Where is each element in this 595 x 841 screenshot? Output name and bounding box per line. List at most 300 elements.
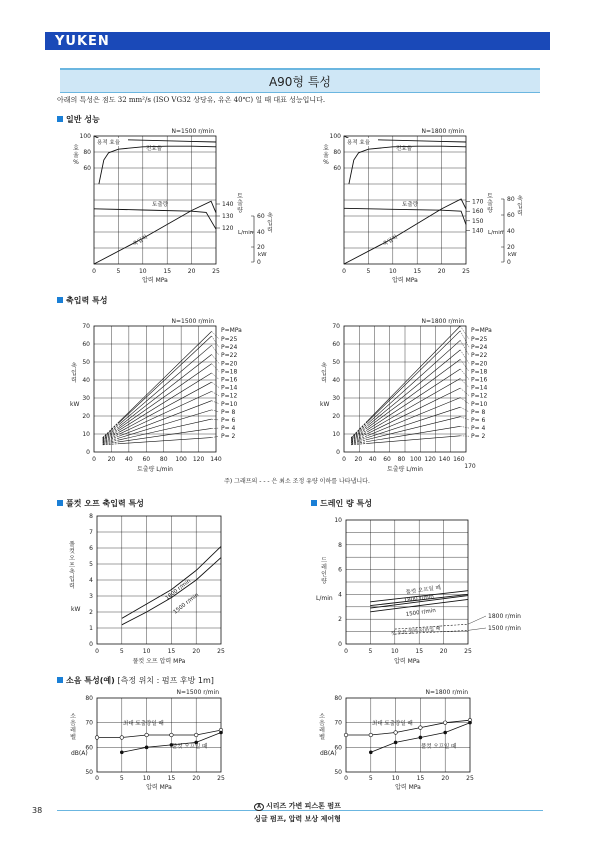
n1-cut-label: 풀컷 오프일 때	[172, 744, 208, 750]
i2-legend-item: P= 4	[471, 425, 486, 433]
i1-speed-label: N=1500 r/min	[171, 318, 214, 325]
i2-legend-leader	[460, 417, 469, 420]
i2-x-tick: 20	[354, 456, 363, 463]
n1-y-title: 벨	[70, 734, 76, 741]
i1-legend-leader	[212, 391, 219, 395]
i1-curve-dashed	[103, 444, 119, 445]
g1-x-tick: 25	[212, 268, 220, 275]
g1-flow-title: 토	[237, 193, 243, 200]
n2-x-tick: 20	[441, 775, 450, 782]
i1-legend-item: P=22	[221, 352, 238, 360]
i2-legend-item: P=10	[471, 400, 488, 408]
g1-power-tick: 0	[257, 259, 261, 266]
i1-legend-item: P=12	[221, 392, 238, 400]
g1-power-title: 력	[267, 227, 273, 234]
cutoff-x-tick: 10	[142, 648, 151, 655]
i2-y-title: 축	[321, 363, 327, 370]
g1-flow-line	[94, 209, 216, 229]
i1-curve	[119, 355, 212, 427]
i1-x-tick: 100	[175, 456, 187, 463]
g2-flow-title: 토	[487, 193, 493, 200]
i1-x-title: 토출량 L/min	[137, 466, 173, 473]
i1-legend-leader	[212, 364, 219, 372]
g1-eff-title: 효	[73, 145, 79, 152]
i1-curve	[119, 336, 212, 423]
n1-cut-point	[120, 750, 124, 754]
i2-legend-item: P=16	[471, 376, 488, 384]
g1-flow-label: 토출량	[152, 202, 168, 208]
n1-y-title: 레	[70, 727, 76, 734]
drain-right-label: 1500 r/min	[488, 625, 521, 632]
g1-speed-label: N=1500 r/min	[171, 128, 214, 135]
section-input: 축입력 특성	[57, 295, 107, 306]
i1-curve	[119, 428, 212, 441]
g2-x-tick: 15	[413, 268, 422, 275]
n2-y-title: 소	[319, 713, 325, 720]
i2-x-zero: 0	[342, 456, 346, 463]
section-noise: 소음 특성(예) [측정 위치 : 펌프 후방 1m]	[57, 675, 214, 686]
i2-legend-leader	[460, 331, 469, 347]
i2-y-unit: kW	[320, 401, 330, 408]
drain-x-tick: 25	[464, 648, 472, 655]
i1-legend-leader	[212, 382, 219, 387]
g2-power-tick: 60	[507, 212, 515, 219]
g1-flow-tick: 130	[222, 213, 234, 220]
i1-legend-item: P=20	[221, 360, 238, 368]
cutoff-y-title: 프	[69, 562, 75, 569]
drain-x-tick: 10	[390, 648, 399, 655]
n1-y-title: 음	[70, 720, 76, 727]
g1-x-tick: 5	[116, 268, 121, 275]
g2-power-title: 력	[517, 210, 523, 217]
i2-curve	[368, 407, 461, 437]
i2-y-tick: 30	[332, 395, 340, 402]
g2-eff-tick: 80	[333, 149, 341, 156]
n1-x-tick: 10	[142, 775, 151, 782]
n1-max-label: 최대 토출량일 때	[123, 721, 164, 727]
drain-y-tick: 4	[338, 591, 342, 599]
n1-max-line	[97, 730, 221, 737]
i1-x-tick: 60	[142, 456, 151, 463]
n2-x-tick: 10	[391, 775, 400, 782]
i2-legend-item: P=24	[471, 344, 488, 352]
n2-cut-point	[394, 741, 398, 745]
cutoff-y-tick: 4	[89, 577, 93, 584]
i1-legend-leader	[212, 331, 219, 339]
n1-y-tick: 70	[85, 719, 93, 727]
i1-y-title: 입	[71, 370, 77, 377]
g2-flow-tick: 160	[472, 208, 484, 216]
cutoff-y-title: 력	[69, 583, 75, 590]
n1-max-point	[194, 733, 198, 737]
drain-y-tick: 10	[334, 517, 342, 524]
g2-x-tick: 0	[342, 268, 346, 275]
i1-legend-item: P= 8	[221, 408, 236, 416]
g2-flow-tick: 170	[472, 198, 484, 206]
i1-legend-item: P=24	[221, 344, 238, 352]
cutoff-y-tick: 3	[89, 593, 93, 600]
g2-vol-label: 용적 효율	[347, 140, 371, 146]
cutoff-y-tick: 7	[89, 529, 93, 536]
n1-y-title: 소	[70, 713, 76, 720]
i2-legend-leader	[460, 326, 469, 339]
i2-curve	[368, 417, 461, 440]
n2-cut-point	[468, 721, 472, 725]
i2-speed-label: N=1800 r/min	[421, 318, 464, 325]
i2-x-tick-extra: 170	[464, 463, 476, 470]
series-mark-icon: A	[254, 803, 264, 811]
g1-power-tick: 40	[257, 229, 265, 236]
i1-x-tick: 20	[107, 456, 116, 463]
g2-total-label: 전효율	[396, 146, 412, 152]
g2-flow-title: 량	[487, 207, 493, 214]
i1-legend-head: P=MPa	[221, 327, 242, 334]
g1-vol-label: 용적 효율	[97, 140, 121, 146]
g1-flow-unit: L/min	[238, 230, 254, 236]
i2-legend-leader	[460, 407, 469, 412]
section-general: 일반 성능	[57, 114, 100, 125]
n2-x-tick: 15	[416, 775, 425, 782]
cutoff-y-tick: 2	[89, 609, 93, 616]
g2-power-title: 축	[517, 196, 523, 203]
footer-series: A 시리즈 가변 피스톤 펌프	[0, 801, 595, 811]
i2-legend-item: P=14	[471, 384, 488, 392]
n2-x-tick: 0	[344, 775, 348, 782]
cutoff-x-title: 풀컷 오프 압력 MPa	[132, 658, 186, 665]
drain-full-label: 풀컷 오프일 때	[405, 585, 442, 596]
i2-y-title: 입	[321, 370, 327, 377]
n1-y-tick: 50	[85, 769, 93, 776]
i2-y-tick: 20	[332, 413, 340, 420]
g1-x-tick: 20	[187, 268, 196, 275]
drain-x-tick: 0	[344, 648, 348, 655]
i2-y-tick: 10	[332, 431, 340, 438]
n1-speed-label: N=1500 r/min	[176, 689, 219, 696]
i1-y-title: 력	[71, 377, 77, 384]
i2-curve	[368, 340, 461, 424]
cutoff-y-tick: 5	[89, 561, 93, 568]
drain-y-tick: 0	[338, 641, 342, 648]
i2-y-tick: 70	[332, 323, 340, 330]
i1-legend-item: P=14	[221, 384, 238, 392]
n1-x-tick: 5	[119, 775, 124, 782]
i1-curve	[119, 382, 212, 432]
n2-max-label: 최대 토출량일 때	[372, 721, 413, 727]
footer-type: 싱글 펌프, 압력 보상 제어형	[254, 815, 341, 823]
drain-right-label: 1800 r/min	[488, 613, 521, 620]
i1-y-tick: 10	[82, 431, 90, 438]
i2-legend-leader	[460, 340, 469, 355]
cutoff-x-tick: 0	[95, 648, 99, 655]
n1-x-tick: 0	[95, 775, 99, 782]
n2-y-title: 벨	[319, 734, 325, 741]
drain-speed-label: 1500 r/min	[405, 607, 437, 618]
i2-curve	[368, 379, 461, 432]
cutoff-y-tick: 1	[89, 625, 93, 632]
cutoff-y-title: 풀	[69, 541, 75, 548]
i2-x-tick: 60	[383, 456, 391, 463]
i1-y-tick: 20	[82, 413, 90, 420]
drain-x-tick: 15	[415, 648, 424, 655]
cutoff-x-tick: 5	[119, 648, 124, 655]
g1-eff-tick: 80	[83, 149, 91, 156]
g1-power-title: 입	[267, 220, 273, 227]
cutoff-x-tick: 15	[167, 648, 176, 655]
n1-cut-point	[145, 746, 149, 750]
g1-eff-title: %	[73, 159, 79, 166]
g2-flow-tick: 150	[472, 217, 484, 225]
g1-flow-title: 량	[237, 207, 243, 214]
i1-y-tick: 50	[82, 359, 90, 366]
n2-cut-point	[419, 736, 423, 740]
i2-y-title: 력	[321, 377, 327, 384]
i2-legend-leader	[460, 398, 469, 404]
n2-y-tick: 50	[334, 769, 342, 776]
n2-y-title: 레	[319, 727, 325, 734]
g1-x-tick: 10	[138, 268, 147, 275]
n1-max-point	[145, 733, 149, 737]
drain-y-title: 인	[321, 571, 327, 578]
g2-power-unit: kW	[508, 252, 517, 258]
g2-power-tick: 20	[507, 244, 515, 251]
i1-curve-dashed	[103, 438, 119, 443]
i1-curve	[119, 373, 212, 430]
i2-y-tick: 40	[332, 377, 340, 384]
drain-x-title: 압력 MPa	[394, 658, 420, 665]
section-cutoff: 풀컷 오프 축입력 특성	[57, 498, 144, 509]
note-text: 주) 그래프의 - - - 은 최소 조정 유량 이하를 나타냅니다.	[224, 478, 370, 485]
i2-y-tick: 60	[332, 341, 340, 348]
i2-y-tick: 0	[336, 449, 340, 456]
g2-power-label: 축입력	[382, 234, 399, 248]
n2-max-point	[419, 726, 423, 730]
i2-x-tick: 160	[453, 456, 465, 463]
drain-x-tick: 20	[439, 648, 448, 655]
i2-x-tick: 40	[368, 456, 377, 463]
g1-eff-tick: 100	[79, 133, 91, 140]
g2-eff-title: 율	[323, 152, 329, 159]
i2-legend-item: P=25	[471, 336, 488, 343]
i1-legend-leader	[212, 419, 219, 420]
i2-x-tick: 140	[438, 456, 451, 463]
i1-y-tick: 70	[82, 323, 90, 330]
n1-max-point	[170, 733, 174, 737]
drain-cutoff-label: 컷 오프 압력 이하일 때	[390, 625, 441, 637]
n2-y-tick: 70	[334, 719, 342, 727]
g1-x-title: 압력 MPa	[142, 277, 168, 284]
cutoff-y-tick: 6	[89, 545, 93, 552]
i2-curve	[368, 326, 461, 421]
g2-x-tick: 5	[366, 268, 371, 275]
g2-flow-title: 출	[487, 200, 493, 207]
i1-curve-dashed	[103, 440, 119, 444]
i2-curve	[368, 388, 461, 434]
n1-y-tick: 80	[85, 695, 93, 702]
i2-y-tick: 50	[332, 359, 340, 366]
drain-y-title: 레	[321, 564, 327, 571]
g1-flow-tick: 120	[222, 225, 234, 232]
i1-curve	[119, 419, 212, 440]
i2-legend-leader	[460, 369, 469, 380]
i1-y-unit: kW	[70, 401, 80, 408]
i2-legend-item: P=22	[471, 352, 488, 360]
g1-power-title: 축	[267, 213, 273, 220]
drain-leader	[468, 628, 486, 630]
g2-power-tick: 80	[507, 196, 515, 203]
i1-curve	[119, 438, 212, 444]
drain-y-tick: 2	[338, 616, 342, 624]
i1-legend-leader	[212, 436, 219, 437]
cutoff-x-tick: 25	[217, 648, 225, 655]
brand-logo: YUKEN	[55, 34, 110, 49]
n2-max-point	[344, 733, 348, 737]
i1-y-tick: 30	[82, 395, 90, 402]
n2-max-point	[443, 721, 447, 725]
i1-legend-item: P= 6	[221, 417, 236, 424]
g2-flow-unit: L/min	[488, 230, 504, 236]
g1-power-label: 축입력	[132, 234, 149, 248]
drain-y-title: 드	[321, 557, 327, 564]
cutoff-series-label: 1500 r/min	[172, 592, 201, 616]
i2-x-title: 토출량 L/min	[387, 466, 423, 473]
drain-leader	[468, 616, 486, 624]
n1-max-point	[95, 736, 99, 740]
i1-curve	[119, 410, 212, 438]
g2-eff-tick: 100	[329, 133, 341, 140]
drain-speed-label: 1800 r/min	[403, 593, 435, 604]
g1-total-label: 전효율	[146, 146, 162, 152]
i1-legend-item: P=18	[221, 368, 238, 376]
i2-legend-leader	[460, 350, 469, 363]
cutoff-y-title: 컷	[69, 548, 75, 555]
i2-curve	[368, 398, 461, 436]
i2-x-tick: 80	[397, 456, 406, 463]
i1-x-tick: 140	[210, 456, 222, 463]
i1-legend-item: P= 2	[221, 433, 236, 441]
n2-x-title: 압력 MPa	[395, 784, 421, 791]
n1-x-tick: 20	[192, 775, 201, 782]
page-number: 38	[32, 806, 43, 815]
g2-power-title: 입	[517, 203, 523, 210]
drain-y-tick: 8	[338, 541, 342, 549]
g1-x-tick: 0	[92, 268, 96, 275]
i1-legend-leader	[212, 373, 219, 380]
i2-curve	[368, 369, 461, 430]
page-title: A90형 특성	[268, 75, 332, 89]
cutoff-y-tick: 0	[89, 641, 93, 648]
cutoff-series-label: 1800 r/min	[164, 578, 193, 602]
cutoff-y-title: 입	[69, 576, 75, 583]
section-drain: 드레인 량 특성	[311, 498, 372, 509]
n1-cut-point	[219, 731, 223, 735]
g2-power-tick: 0	[507, 259, 511, 266]
n2-y-unit: dB(A)	[320, 750, 337, 757]
g1-x-tick: 15	[163, 268, 172, 275]
n2-cut-point	[369, 750, 373, 754]
i1-y-tick: 0	[86, 449, 90, 456]
g1-flow-tick: 140	[222, 201, 234, 208]
i1-y-tick: 40	[82, 377, 90, 384]
i1-x-tick: 40	[125, 456, 133, 463]
i2-legend-item: P=12	[471, 392, 488, 400]
g2-eff-tick: 60	[333, 165, 341, 172]
n2-x-tick: 5	[368, 775, 373, 782]
i2-legend-item: P= 8	[471, 408, 486, 416]
cutoff-y-tick: 8	[89, 513, 93, 520]
i1-legend-leader	[212, 401, 219, 404]
i1-legend-item: P=25	[221, 336, 238, 343]
i1-y-tick: 60	[82, 341, 90, 348]
cutoff-y-unit: kW	[71, 606, 81, 613]
i1-x-tick: 120	[192, 456, 205, 463]
n2-x-tick: 25	[466, 775, 474, 782]
n1-x-title: 압력 MPa	[146, 784, 172, 791]
g1-power-unit: kW	[258, 252, 267, 258]
i1-curve	[119, 331, 212, 421]
i2-curve	[368, 436, 461, 444]
drain-y-tick: 6	[338, 566, 342, 574]
n2-y-title: 음	[319, 720, 325, 727]
g1-flow-title: 출	[237, 200, 243, 207]
g2-speed-label: N=1800 r/min	[421, 128, 464, 135]
drain-x-tick: 5	[368, 648, 373, 655]
n2-y-tick: 80	[334, 695, 342, 702]
cutoff-y-title: 오	[69, 555, 75, 562]
n2-max-point	[394, 731, 398, 735]
n2-y-tick: 60	[334, 744, 342, 752]
g2-x-tick: 25	[462, 268, 470, 275]
g1-eff-tick: 60	[83, 165, 91, 172]
g2-x-title: 압력 MPa	[392, 277, 418, 284]
g2-eff-title: %	[323, 159, 329, 166]
drain-y-unit: L/min	[316, 595, 333, 602]
drain-y-title: 량	[321, 578, 327, 585]
n2-cut-label: 풀컷 오프일 때	[421, 744, 457, 750]
i2-curve	[368, 350, 461, 426]
i1-x-zero: 0	[92, 456, 96, 463]
i2-x-tick: 120	[424, 456, 436, 463]
i1-curve-dashed	[103, 427, 119, 440]
g1-power-tick: 20	[257, 244, 265, 251]
g2-x-tick: 20	[437, 268, 446, 275]
i2-legend-item: P= 2	[471, 433, 486, 441]
g2-flow-tick: 140	[472, 227, 484, 235]
i2-legend-leader	[460, 426, 469, 428]
n1-y-unit: dB(A)	[71, 750, 88, 757]
g2-flow-label: 토출량	[402, 202, 418, 208]
i1-legend-item: P=16	[221, 376, 238, 384]
n1-x-tick: 25	[217, 775, 225, 782]
n1-max-point	[120, 736, 124, 740]
n1-x-tick: 15	[167, 775, 176, 782]
g1-power-tick: 60	[257, 213, 265, 220]
g2-eff-title: 효	[323, 145, 329, 152]
n2-max-point	[369, 733, 373, 737]
i1-legend-leader	[212, 410, 219, 412]
i2-x-tick: 100	[410, 456, 422, 463]
cutoff-x-tick: 20	[192, 648, 201, 655]
g2-power-tick: 40	[507, 228, 515, 235]
i2-legend-item: P= 6	[471, 417, 486, 424]
n2-cut-point	[443, 731, 447, 735]
g2-flow-line	[344, 208, 466, 224]
i1-legend-item: P= 4	[221, 425, 236, 433]
cutoff-y-title: 축	[69, 569, 75, 576]
intro-text: 아래의 특성은 점도 32 mm²/s (ISO VG32 상당유, 유온 40℃) 일 때 대표 성능입니다.	[57, 96, 326, 104]
g1-eff-title: 율	[73, 152, 79, 159]
n2-speed-label: N=1800 r/min	[425, 689, 468, 696]
i2-curve	[368, 331, 461, 422]
